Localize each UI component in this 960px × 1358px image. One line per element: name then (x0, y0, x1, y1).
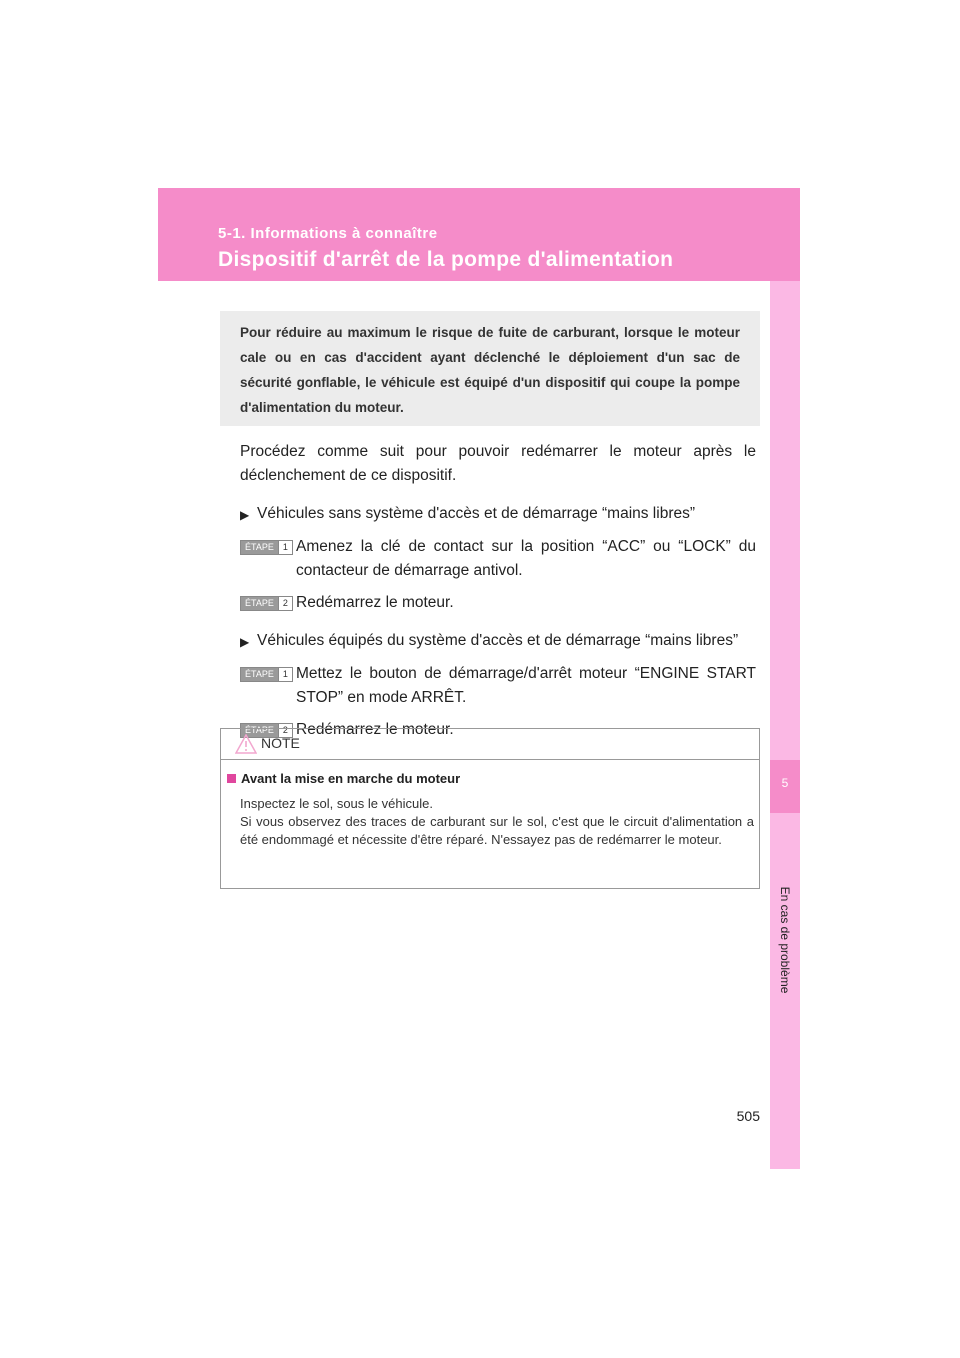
step-item (240, 591, 756, 615)
procedure-text: Procédez comme suit pour pouvoir redémarrer le moteur après le déclenchement de ce dispositif. (240, 443, 756, 484)
step-item (240, 662, 756, 710)
intro-box (220, 311, 760, 426)
procedure-section (240, 440, 756, 742)
group-title: Véhicules équipés du système d'accès et de démarrage “mains libres” (257, 632, 739, 649)
step-badge: ÉTAPE 2 (240, 723, 293, 738)
arrow-right-icon: ▶ (240, 635, 250, 649)
chapter-number: 5 (781, 776, 789, 790)
group-heading (240, 502, 756, 527)
step-text: Redémarrez le moteur. (296, 594, 454, 611)
warning-triangle-icon (235, 734, 257, 754)
note-header (221, 729, 759, 760)
step-badge: ÉTAPE 1 (240, 667, 293, 682)
step-text: Amenez la clé de contact sur la position “ACC” ou “LOCK” du contacteur de démarrage antivol. (296, 538, 756, 579)
arrow-right-icon: ▶ (240, 508, 250, 522)
group-title: Véhicules sans système d'accès et de démarrage “mains libres” (257, 505, 696, 522)
square-bullet-icon (227, 774, 236, 783)
section-label: 5-1. Informations à connaître (218, 225, 438, 242)
step-item (240, 535, 756, 583)
step-badge: ÉTAPE 2 (240, 596, 293, 611)
step-text: Mettez le bouton de démarrage/d'arrêt moteur “ENGINE START STOP” en mode ARRÊT. (296, 665, 756, 706)
chapter-side-tab (770, 281, 800, 1169)
note-heading: Avant la mise en marche du moteur (227, 771, 460, 786)
step-badge: ÉTAPE 1 (240, 540, 293, 555)
page-title: Dispositif d'arrêt de la pompe d'alimentation (218, 248, 674, 271)
note-box (220, 728, 760, 889)
note-label: NOTE (261, 735, 300, 751)
note-body (240, 795, 754, 849)
group-heading (240, 629, 756, 654)
step-text: Redémarrez le moteur. (296, 721, 454, 738)
note-line: Inspectez le sol, sous le véhicule. (240, 796, 433, 811)
intro-text: Pour réduire au maximum le risque de fuite de carburant, lorsque le moteur cale ou en cas d'accident ayant déclenché le déploiement d'un sac de sécurité gonflable, le véhicule est équipé d'un dispositif qui coupe la pompe d'alimentation du moteur. (240, 325, 740, 415)
chapter-title: En cas de problème (778, 886, 792, 994)
note-line: Si vous observez des traces de carburant sur le sol, c'est que le circuit d'alimentation a été endommagé et nécessite d'être réparé. N'essayez pas de redémarrer le moteur. (240, 814, 754, 847)
page-number: 505 (736, 1108, 760, 1124)
